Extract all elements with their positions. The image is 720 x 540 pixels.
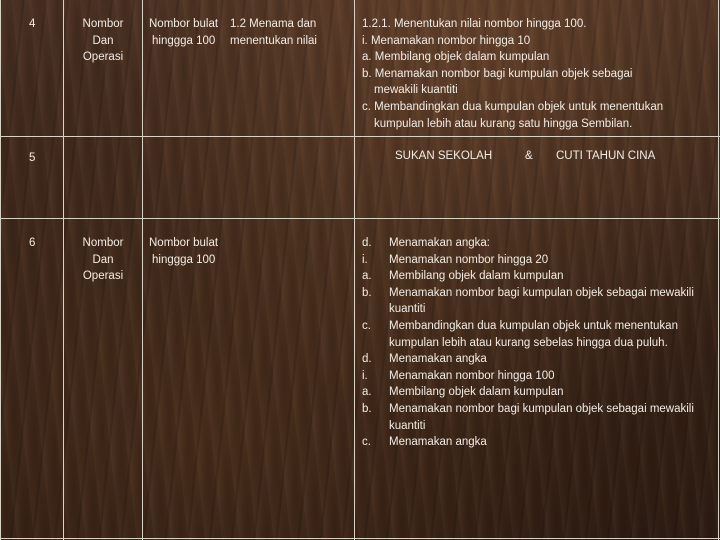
event-label-left: SUKAN SEKOLAH [395,150,493,162]
list-marker: i. [362,369,368,382]
list-marker: d. [362,353,372,366]
list-marker: c. [362,319,371,332]
list-item [362,252,694,269]
content-line: 1.2.1. Menentukan nilai nombor hingga 100. [362,18,587,30]
list-text: Menamakan nombor bagi kumpulan objek sebagai mewakili [389,286,694,299]
tajuk-line: Nombor [82,18,124,30]
content-line: kumpulan lebih atau kurang satu hingga Sembilan. [374,117,633,130]
list-marker: d. [362,237,372,249]
table-border-left [0,0,1,540]
list-marker [362,335,389,352]
bidang-line: Nombor bulat [149,18,219,30]
list-marker: a. [362,386,372,399]
content-line: c. Membandingkan dua kumpulan objek untuk menentukan [362,100,664,113]
row-number: 6 [29,237,36,249]
list-text: Menamakan nombor hingga 100 [389,369,555,382]
row-number: 5 [29,152,36,164]
list-item [362,318,694,335]
standard-cell [230,16,317,49]
standard-line: menentukan nilai [230,34,317,47]
content-list [362,235,694,451]
tajuk-line: Nombor [82,237,124,249]
tajuk-cell [64,16,142,66]
content-line: mewakili kuantiti [374,84,458,97]
content-line: i. Menamakan nombor hingga 10 [362,34,531,47]
list-text: Menamakan nombor hingga 20 [389,253,549,266]
tajuk-line: Dan [92,253,114,266]
list-text: kuantiti [389,419,426,432]
bidang-line: hinggga 100 [152,34,216,47]
bidang-line: Nombor bulat [149,237,219,249]
tajuk-line: Operasi [82,270,124,283]
bidang-cell [149,235,218,268]
bidang-cell [149,16,218,49]
content-line: a. Membilang objek dalam kumpulan [362,51,550,64]
list-text: Menamakan angka [389,436,487,449]
list-item [362,285,694,302]
list-text: kumpulan lebih atau kurang sebelas hingga dua puluh. [389,336,668,349]
list-item [362,268,694,285]
row-divider [0,218,720,219]
content-cell [362,16,663,132]
list-marker: b. [362,402,372,415]
column-divider [354,0,355,540]
list-text: Membandingkan dua kumpulan objek untuk menentukan [389,319,678,332]
list-item [362,434,694,451]
list-text: Membilang objek dalam kumpulan [389,270,564,283]
list-text: Menamakan angka [389,353,487,366]
event-label-right: CUTI TAHUN CINA [556,150,656,162]
list-marker: i. [362,253,368,266]
tajuk-line: Operasi [82,51,124,64]
list-item [362,335,694,352]
table-border-bottom [0,538,720,539]
list-marker: c. [362,436,371,449]
list-item [362,235,694,252]
list-text: kuantiti [389,303,426,316]
list-item [362,418,694,435]
list-marker [362,301,389,318]
row-number: 4 [29,18,36,30]
list-item [362,384,694,401]
list-marker: b. [362,286,372,299]
content-line: b. Menamakan nombor bagi kumpulan objek sebagai [362,67,633,80]
tajuk-line: Dan [92,34,114,47]
list-marker: a. [362,270,372,283]
list-text: Menamakan angka: [389,237,491,249]
list-item [362,301,694,318]
list-text: Menamakan nombor bagi kumpulan objek sebagai mewakili [389,402,694,415]
list-marker [362,418,389,435]
row-divider [0,136,720,137]
bidang-line: hinggga 100 [152,253,216,266]
list-item [362,401,694,418]
standard-line: 1.2 Menama dan [230,18,317,30]
column-divider [142,0,143,540]
list-item [362,351,694,368]
list-text: Membilang objek dalam kumpulan [389,386,564,399]
table-border-right [718,0,719,540]
tajuk-cell [64,235,142,285]
event-label-amp: & [525,150,533,162]
list-item [362,368,694,385]
